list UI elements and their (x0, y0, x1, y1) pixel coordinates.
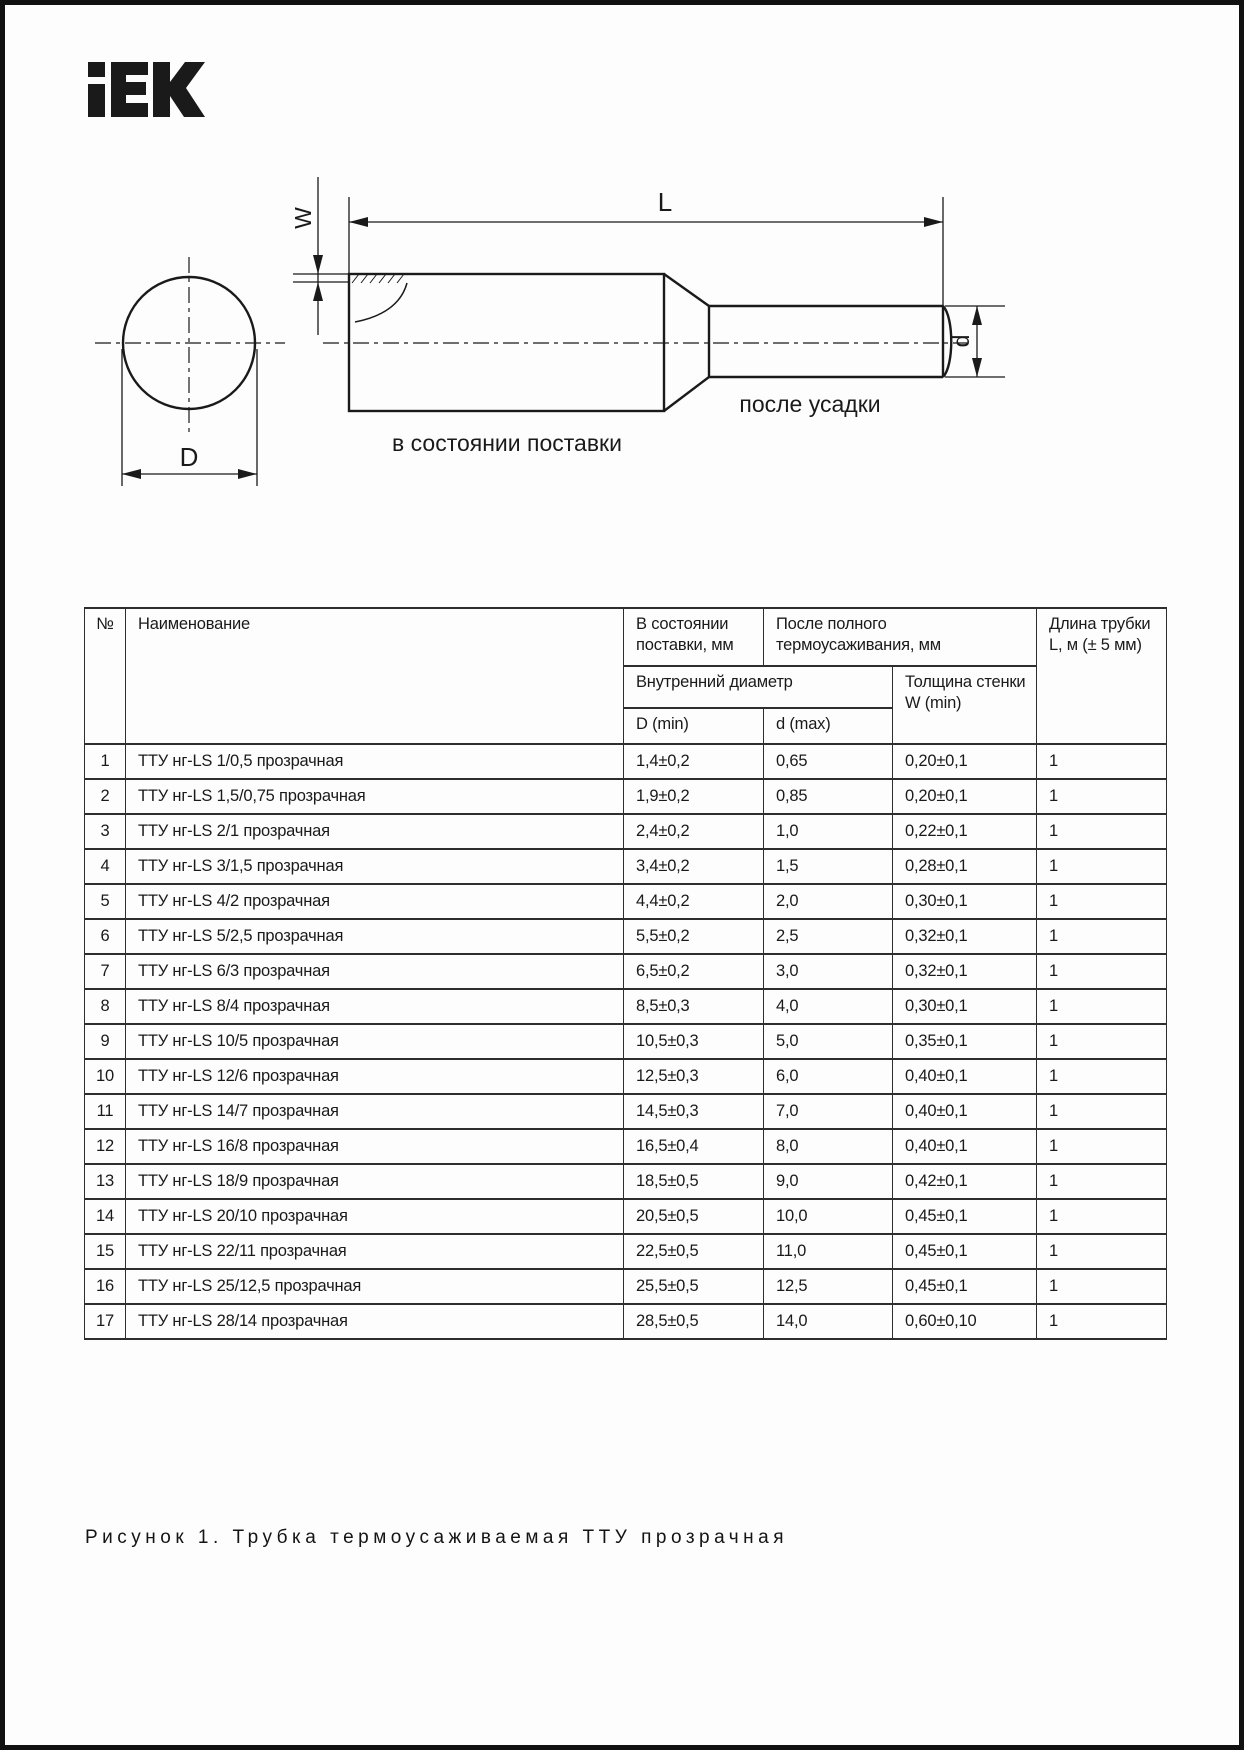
cell-wall-thickness: 0,40±0,1 (893, 1129, 1037, 1164)
cell-row-number: 8 (85, 989, 126, 1024)
spec-table-body (85, 744, 1167, 1339)
cell-row-number: 9 (85, 1024, 126, 1059)
cell-d-max: 0,85 (764, 779, 893, 814)
table-row (85, 814, 1167, 849)
table-row (85, 1059, 1167, 1094)
cell-wall-thickness: 0,40±0,1 (893, 1094, 1037, 1129)
table-row (85, 1269, 1167, 1304)
col-header-wall-thickness: Толщина стенки W (min) (893, 666, 1037, 744)
cell-product-name: ТТУ нг-LS 8/4 прозрачная (126, 989, 624, 1024)
cell-tube-length: 1 (1037, 1129, 1167, 1164)
col-header-after-shrink: После полного термоусаживания, мм (764, 608, 1037, 666)
table-row (85, 1234, 1167, 1269)
spec-table-header (85, 608, 1167, 744)
table-row (85, 1024, 1167, 1059)
cell-product-name: ТТУ нг-LS 25/12,5 прозрачная (126, 1269, 624, 1304)
cell-wall-thickness: 0,30±0,1 (893, 989, 1037, 1024)
table-row (85, 1199, 1167, 1234)
cell-wall-thickness: 0,30±0,1 (893, 884, 1037, 919)
cell-product-name: ТТУ нг-LS 10/5 прозрачная (126, 1024, 624, 1059)
cell-d-max: 9,0 (764, 1164, 893, 1199)
logo-e (111, 62, 148, 117)
cell-d-max: 7,0 (764, 1094, 893, 1129)
cell-product-name: ТТУ нг-LS 28/14 прозрачная (126, 1304, 624, 1339)
logo-k (153, 62, 205, 117)
cell-row-number: 17 (85, 1304, 126, 1339)
cell-row-number: 1 (85, 744, 126, 779)
cell-wall-thickness: 0,28±0,1 (893, 849, 1037, 884)
arrowhead-left-icon (122, 469, 141, 479)
cell-wall-thickness: 0,60±0,10 (893, 1304, 1037, 1339)
cell-d-max: 0,65 (764, 744, 893, 779)
cell-d-max: 2,0 (764, 884, 893, 919)
cell-product-name: ТТУ нг-LS 3/1,5 прозрачная (126, 849, 624, 884)
cell-wall-thickness: 0,20±0,1 (893, 744, 1037, 779)
table-row (85, 744, 1167, 779)
cell-row-number: 4 (85, 849, 126, 884)
cell-d-max: 3,0 (764, 954, 893, 989)
cell-tube-length: 1 (1037, 919, 1167, 954)
col-header-d-max: d (max) (764, 708, 893, 744)
dimension-l (349, 197, 943, 306)
col-header-num: № (85, 608, 126, 744)
cell-product-name: ТТУ нг-LS 1,5/0,75 прозрачная (126, 779, 624, 814)
label-supply-state: в состоянии поставки (392, 430, 622, 456)
cell-d-min: 22,5±0,5 (624, 1234, 764, 1269)
cell-product-name: ТТУ нг-LS 4/2 прозрачная (126, 884, 624, 919)
cell-d-min: 1,4±0,2 (624, 744, 764, 779)
cell-product-name: ТТУ нг-LS 18/9 прозрачная (126, 1164, 624, 1199)
cell-product-name: ТТУ нг-LS 2/1 прозрачная (126, 814, 624, 849)
col-header-supply: В состоянии поставки, мм (624, 608, 764, 666)
cell-row-number: 7 (85, 954, 126, 989)
cell-tube-length: 1 (1037, 1059, 1167, 1094)
col-header-d-min: D (min) (624, 708, 764, 744)
col-header-length: Длина трубки L, м (± 5 мм) (1037, 608, 1167, 744)
cell-d-max: 10,0 (764, 1199, 893, 1234)
cell-tube-length: 1 (1037, 989, 1167, 1024)
cell-tube-length: 1 (1037, 814, 1167, 849)
col-header-name: Наименование (126, 608, 624, 744)
col-header-inner-diameter: Внутренний диаметр (624, 666, 893, 708)
table-row (85, 954, 1167, 989)
arrowhead-up-icon (313, 282, 323, 301)
cell-d-min: 3,4±0,2 (624, 849, 764, 884)
cell-tube-length: 1 (1037, 1269, 1167, 1304)
cell-d-min: 18,5±0,5 (624, 1164, 764, 1199)
cell-d-max: 12,5 (764, 1269, 893, 1304)
cell-row-number: 11 (85, 1094, 126, 1129)
cell-product-name: ТТУ нг-LS 6/3 прозрачная (126, 954, 624, 989)
cell-d-min: 16,5±0,4 (624, 1129, 764, 1164)
cell-d-min: 6,5±0,2 (624, 954, 764, 989)
cell-row-number: 10 (85, 1059, 126, 1094)
cell-product-name: ТТУ нг-LS 1/0,5 прозрачная (126, 744, 624, 779)
table-row (85, 1129, 1167, 1164)
cell-wall-thickness: 0,45±0,1 (893, 1234, 1037, 1269)
arrowhead-right-icon (238, 469, 257, 479)
table-row (85, 1304, 1167, 1339)
cell-d-max: 2,5 (764, 919, 893, 954)
cell-product-name: ТТУ нг-LS 16/8 прозрачная (126, 1129, 624, 1164)
cell-row-number: 3 (85, 814, 126, 849)
table-row (85, 919, 1167, 954)
cell-tube-length: 1 (1037, 1199, 1167, 1234)
tube-after-shrink-shape (709, 306, 951, 377)
cell-d-max: 5,0 (764, 1024, 893, 1059)
cell-row-number: 16 (85, 1269, 126, 1304)
cell-d-min: 14,5±0,3 (624, 1094, 764, 1129)
cell-tube-length: 1 (1037, 1234, 1167, 1269)
cell-wall-thickness: 0,32±0,1 (893, 919, 1037, 954)
wall-breakout-hatch (352, 274, 407, 322)
dim-label-d-big: D (179, 442, 199, 472)
cell-d-max: 1,5 (764, 849, 893, 884)
cell-d-min: 12,5±0,3 (624, 1059, 764, 1094)
cell-wall-thickness: 0,42±0,1 (893, 1164, 1037, 1199)
cell-product-name: ТТУ нг-LS 12/6 прозрачная (126, 1059, 624, 1094)
cell-d-min: 1,9±0,2 (624, 779, 764, 814)
cell-d-min: 4,4±0,2 (624, 884, 764, 919)
cell-d-min: 25,5±0,5 (624, 1269, 764, 1304)
dim-label-d-small: d (948, 334, 974, 348)
cell-tube-length: 1 (1037, 1304, 1167, 1339)
arrowhead-up-icon (972, 306, 982, 325)
heat-shrink-tube-drawing (5, 145, 1065, 515)
cell-row-number: 13 (85, 1164, 126, 1199)
arrowhead-down-icon (972, 358, 982, 377)
logo-i-stem (88, 84, 105, 117)
cell-wall-thickness: 0,35±0,1 (893, 1024, 1037, 1059)
figure-caption: Рисунок 1. Трубка термоусаживаемая ТТУ прозрачная (85, 1527, 788, 1548)
cell-d-min: 5,5±0,2 (624, 919, 764, 954)
logo-i-dot (88, 62, 105, 77)
cell-d-min: 2,4±0,2 (624, 814, 764, 849)
cell-d-max: 14,0 (764, 1304, 893, 1339)
cell-d-min: 28,5±0,5 (624, 1304, 764, 1339)
dim-label-l: L (657, 187, 673, 217)
cell-d-min: 8,5±0,3 (624, 989, 764, 1024)
cell-d-max: 1,0 (764, 814, 893, 849)
cell-wall-thickness: 0,40±0,1 (893, 1059, 1037, 1094)
iek-logo (87, 61, 207, 121)
table-row (85, 1094, 1167, 1129)
label-after-shrink: после усадки (739, 391, 881, 417)
cell-wall-thickness: 0,32±0,1 (893, 954, 1037, 989)
cell-row-number: 6 (85, 919, 126, 954)
cell-product-name: ТТУ нг-LS 14/7 прозрачная (126, 1094, 624, 1129)
cell-tube-length: 1 (1037, 849, 1167, 884)
cell-product-name: ТТУ нг-LS 5/2,5 прозрачная (126, 919, 624, 954)
cell-wall-thickness: 0,45±0,1 (893, 1199, 1037, 1234)
cell-product-name: ТТУ нг-LS 20/10 прозрачная (126, 1199, 624, 1234)
table-row (85, 989, 1167, 1024)
dimension-w (293, 177, 349, 335)
cell-d-max: 4,0 (764, 989, 893, 1024)
cell-row-number: 12 (85, 1129, 126, 1164)
arrowhead-right-icon (924, 217, 943, 227)
table-row (85, 779, 1167, 814)
cell-row-number: 14 (85, 1199, 126, 1234)
table-row (85, 1164, 1167, 1199)
cell-tube-length: 1 (1037, 884, 1167, 919)
cell-d-min: 10,5±0,3 (624, 1024, 764, 1059)
cell-row-number: 2 (85, 779, 126, 814)
cell-wall-thickness: 0,22±0,1 (893, 814, 1037, 849)
cell-wall-thickness: 0,45±0,1 (893, 1269, 1037, 1304)
cell-d-max: 8,0 (764, 1129, 893, 1164)
arrowhead-left-icon (349, 217, 368, 227)
cell-tube-length: 1 (1037, 1024, 1167, 1059)
dim-label-w: W (290, 207, 316, 229)
cell-tube-length: 1 (1037, 954, 1167, 989)
cell-d-min: 20,5±0,5 (624, 1199, 764, 1234)
table-row (85, 849, 1167, 884)
cell-d-max: 11,0 (764, 1234, 893, 1269)
spec-table (84, 607, 1167, 1340)
cell-product-name: ТТУ нг-LS 22/11 прозрачная (126, 1234, 624, 1269)
cell-tube-length: 1 (1037, 779, 1167, 814)
cell-row-number: 15 (85, 1234, 126, 1269)
cell-tube-length: 1 (1037, 1164, 1167, 1199)
arrowhead-down-icon (313, 255, 323, 274)
cell-d-max: 6,0 (764, 1059, 893, 1094)
cell-tube-length: 1 (1037, 1094, 1167, 1129)
cell-wall-thickness: 0,20±0,1 (893, 779, 1037, 814)
cell-row-number: 5 (85, 884, 126, 919)
cell-tube-length: 1 (1037, 744, 1167, 779)
table-row (85, 884, 1167, 919)
